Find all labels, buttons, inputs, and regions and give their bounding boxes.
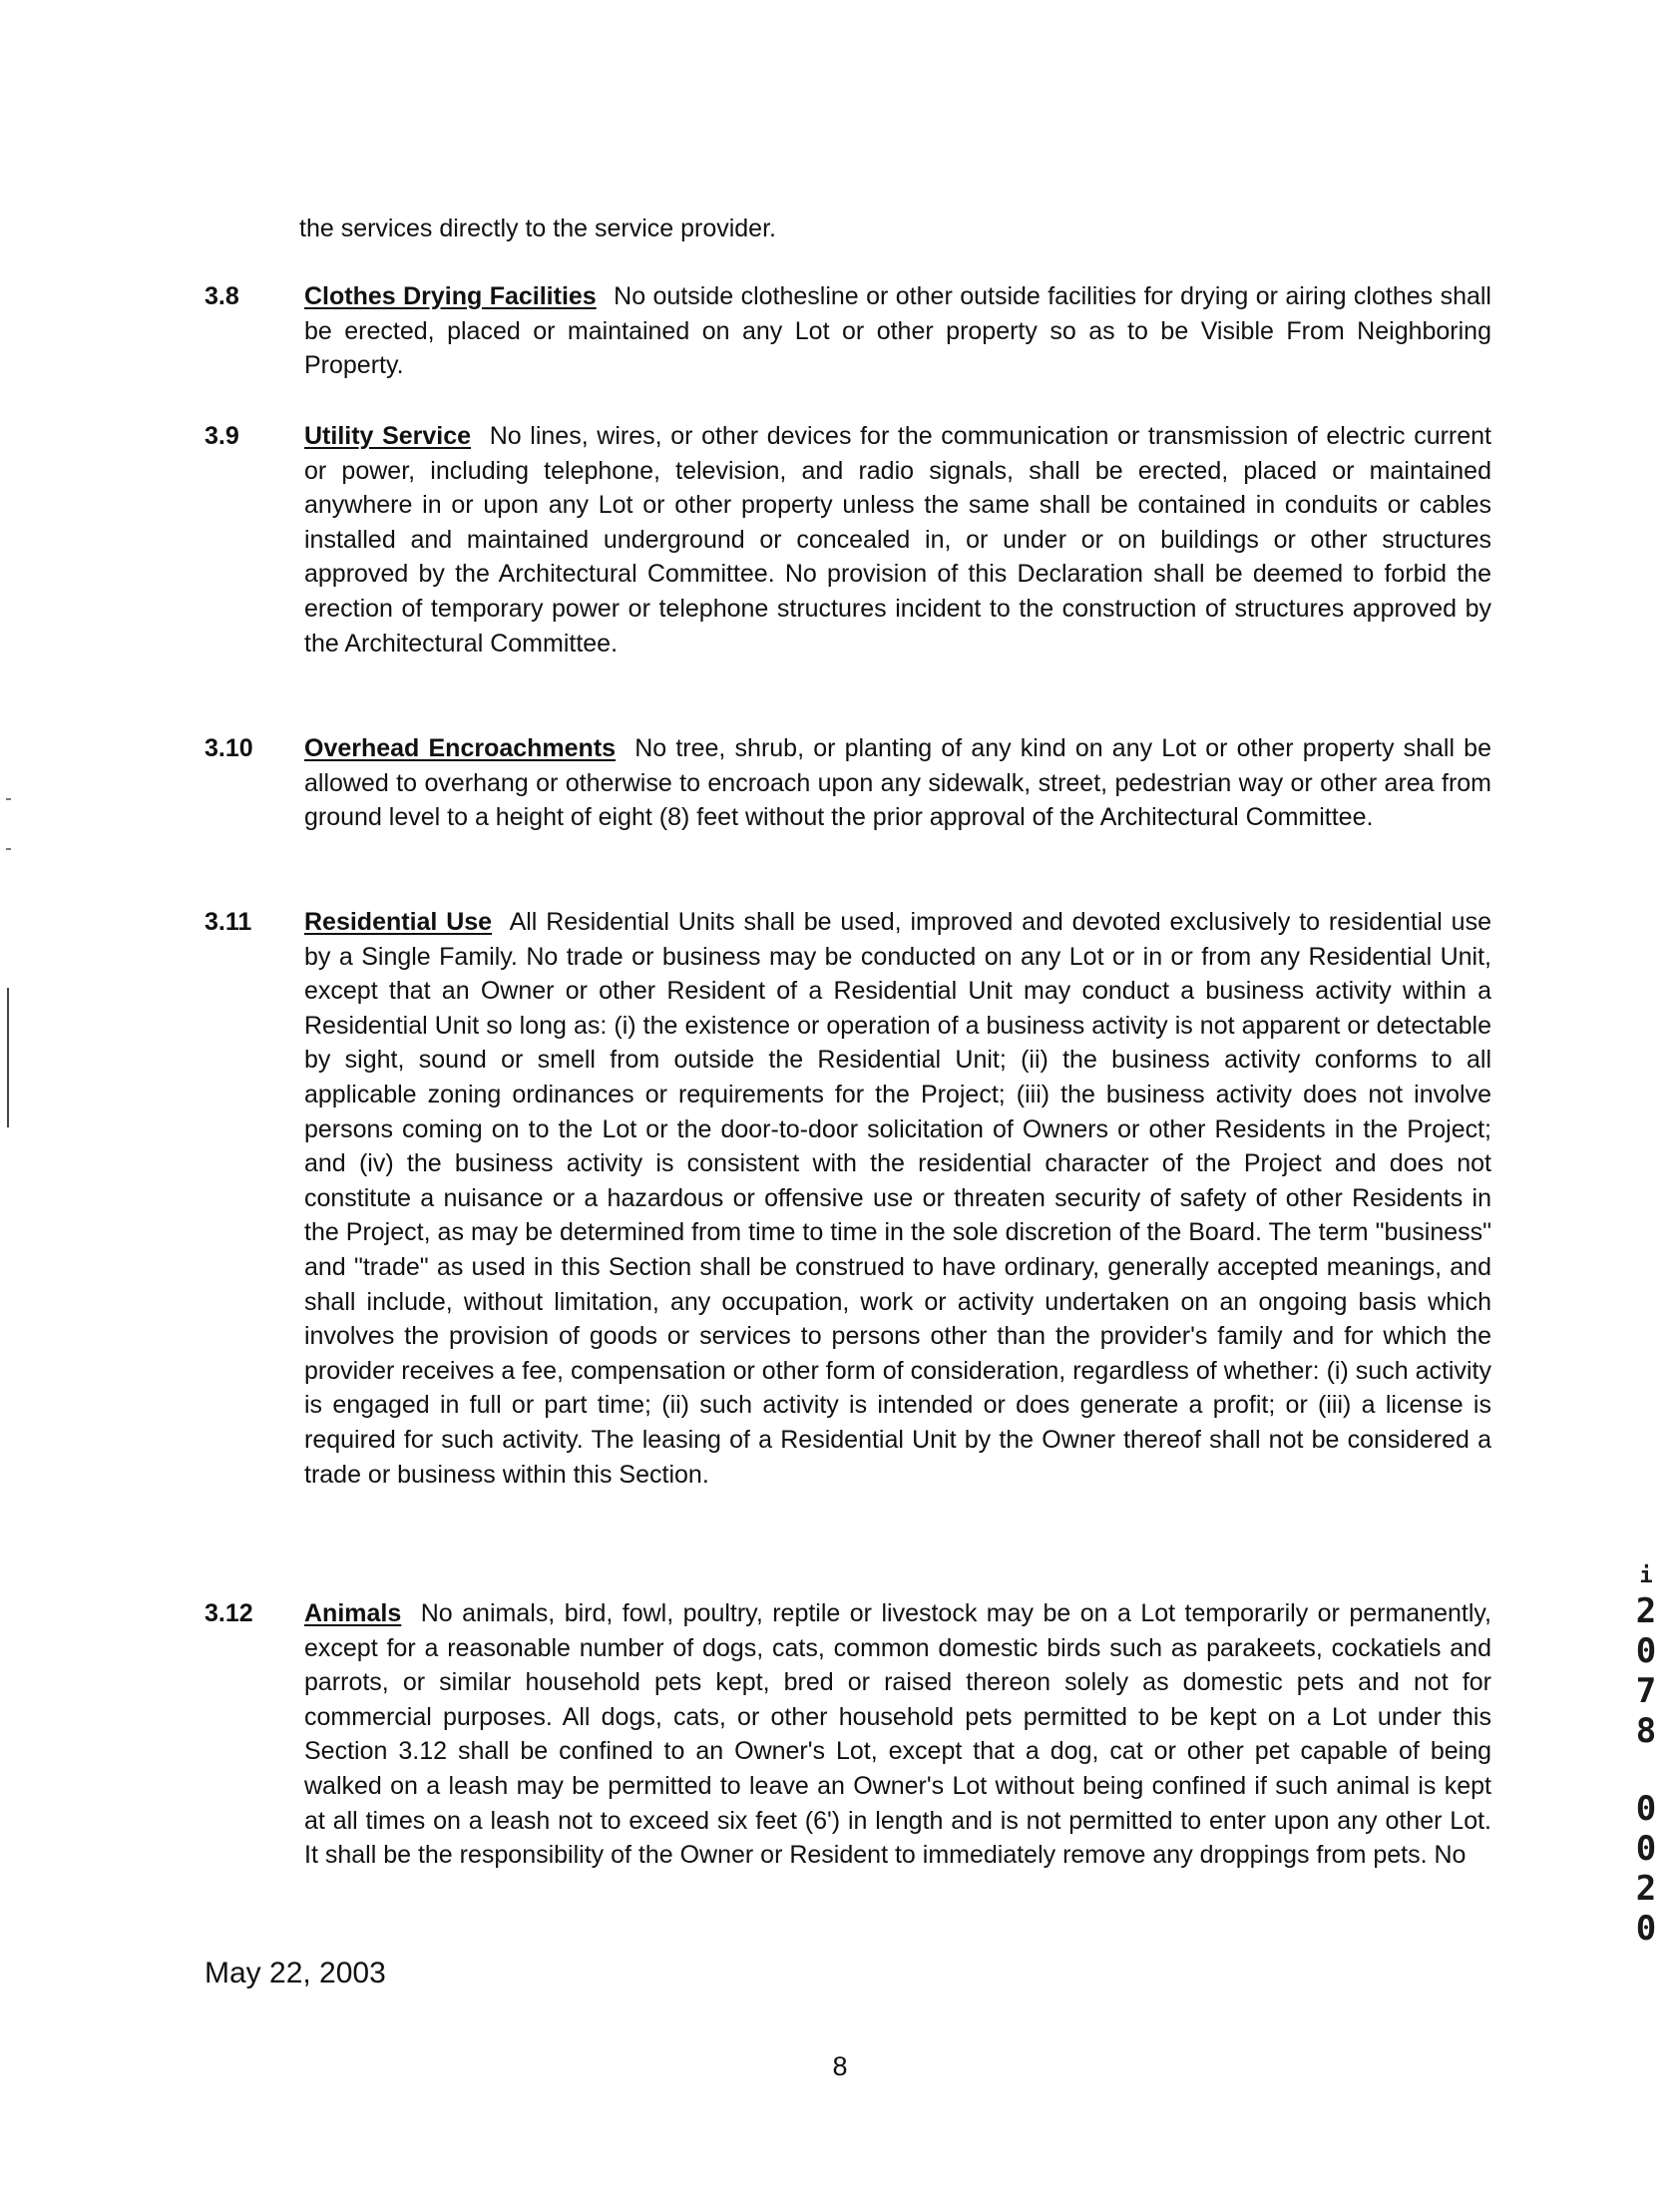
section-heading: Residential Use	[304, 908, 493, 936]
stamp-char: i	[1639, 1563, 1653, 1588]
section-body: No animals, bird, fowl, poultry, reptile or livestock may be on a Lot temporarily or permanently, except for a reasonable number of dogs, cats, common domestic birds such as parakeets, cockatiels and parrots, or similar household pets kept, bred or raised thereon solely as domestic pets and not for commercial purposes. All dogs, cats, or other household pets permitted to be kept on a Lot under this Section 3.12 shall be confined to an Owner's Lot, except that a dog, cat or other pet capable of being walked on a leash may be permitted to leave an Owner's Lot without being confined if such animal is kept at all times on a leash not to exceed six feet (6') in length and is not permitted to enter upon any other Lot. It shall be the responsibility of the Owner or Resident to immediately remove any droppings from pets. No	[304, 1599, 1492, 1870]
section-body: No outside clothesline or other outside facilities for drying or airing clothes shall be erected, placed or maintained on any Lot or other property so as to be Visible From Neighboring Property.	[304, 282, 1491, 380]
page-number: 8	[832, 2051, 848, 2081]
stamp-digit: 8	[1635, 1711, 1657, 1751]
section-number: 3.8	[205, 282, 239, 310]
stamp-digit: 2	[1635, 1591, 1657, 1631]
section-3-8	[205, 279, 1491, 383]
stamp-digit: 0	[1635, 1789, 1657, 1829]
stamp-digit: 0	[1635, 1631, 1657, 1671]
section-heading: Overhead Encroachments	[304, 734, 617, 762]
section-heading: Clothes Drying Facilities	[304, 282, 597, 310]
footer-date: May 22, 2003	[205, 1957, 386, 1989]
section-heading: Utility Service	[304, 422, 472, 450]
stamp-digit: 7	[1635, 1671, 1657, 1711]
section-heading: Animals	[304, 1599, 402, 1627]
stamp-digit: 0	[1635, 1829, 1657, 1869]
section-3-11	[205, 905, 1491, 1492]
section-3-9	[205, 419, 1491, 661]
continuation-text: the services directly to the service provider.	[299, 215, 776, 242]
margin-mark	[7, 988, 9, 1127]
section-number: 3.10	[205, 734, 253, 762]
margin-tick	[6, 798, 11, 800]
section-number: 3.12	[205, 1599, 253, 1627]
stamp-digit: 2	[1635, 1869, 1657, 1909]
section-number: 3.9	[205, 422, 239, 450]
section-3-12	[205, 1596, 1491, 1873]
margin-tick	[6, 848, 11, 850]
recording-stamp	[1626, 1561, 1666, 1949]
stamp-digit: 0	[1635, 1909, 1657, 1949]
section-body: No lines, wires, or other devices for the communication or transmission of electric current or power, including telephone, television, and radio signals, shall be erected, placed or maintained anywhere in or upon any Lot or other property unless the same shall be contained in conduits or cables installed and maintained underground or concealed in, or under or on buildings or other structures approved by the Architectural Committee. No provision of this Declaration shall be deemed to forbid the erection of temporary power or telephone structures incident to the construction of structures approved by the Architectural Committee.	[304, 422, 1492, 658]
section-body: No tree, shrub, or planting of any kind on any Lot or other property shall be allowed to overhang or otherwise to encroach upon any sidewalk, street, pedestrian way or other area from ground level to a height of eight (8) feet without the prior approval of the Architectural Committee.	[304, 734, 1491, 832]
section-number: 3.11	[205, 908, 252, 936]
section-body: All Residential Units shall be used, improved and devoted exclusively to residential use by a Single Family. No trade or business may be conducted on any Lot or in or from any Residential Unit, except that an Owner or other Resident of a Residential Unit may conduct a business activity within a Residential Unit so long as: (i) the existence or operation of a business activity is not apparent or detectable by sight, sound or smell from outside the Residential Unit; (ii) the business activity conforms to all applicable zoning ordinances or requirements for the Project; (iii) the business activity does not involve persons coming on to the Lot or the door-to-door solicitation of Owners or other Residents in the Project; and (iv) the business activity is consistent with the residential character of the Project and does not constitute a nuisance or a hazardous or offensive use or threaten security of safety of other Residents in the Project, as may be determined from time to time in the sole discretion of the Board. The term "business" and "trade" as used in this Section shall be construed to have ordinary, generally accepted meanings, and shall include, without limitation, any occupation, work or activity undertaken on an ongoing basis which involves the provision of goods or services to persons other than the provider's family and for which the provider receives a fee, compensation or other form of consideration, regardless of whether: (i) such activity is engaged in full or part time; (ii) such activity is intended or does generate a profit; or (iii) a license is required for such activity. The leasing of a Residential Unit by the Owner thereof shall not be considered a trade or business within this Section.	[304, 908, 1491, 1489]
section-3-10	[205, 731, 1491, 835]
